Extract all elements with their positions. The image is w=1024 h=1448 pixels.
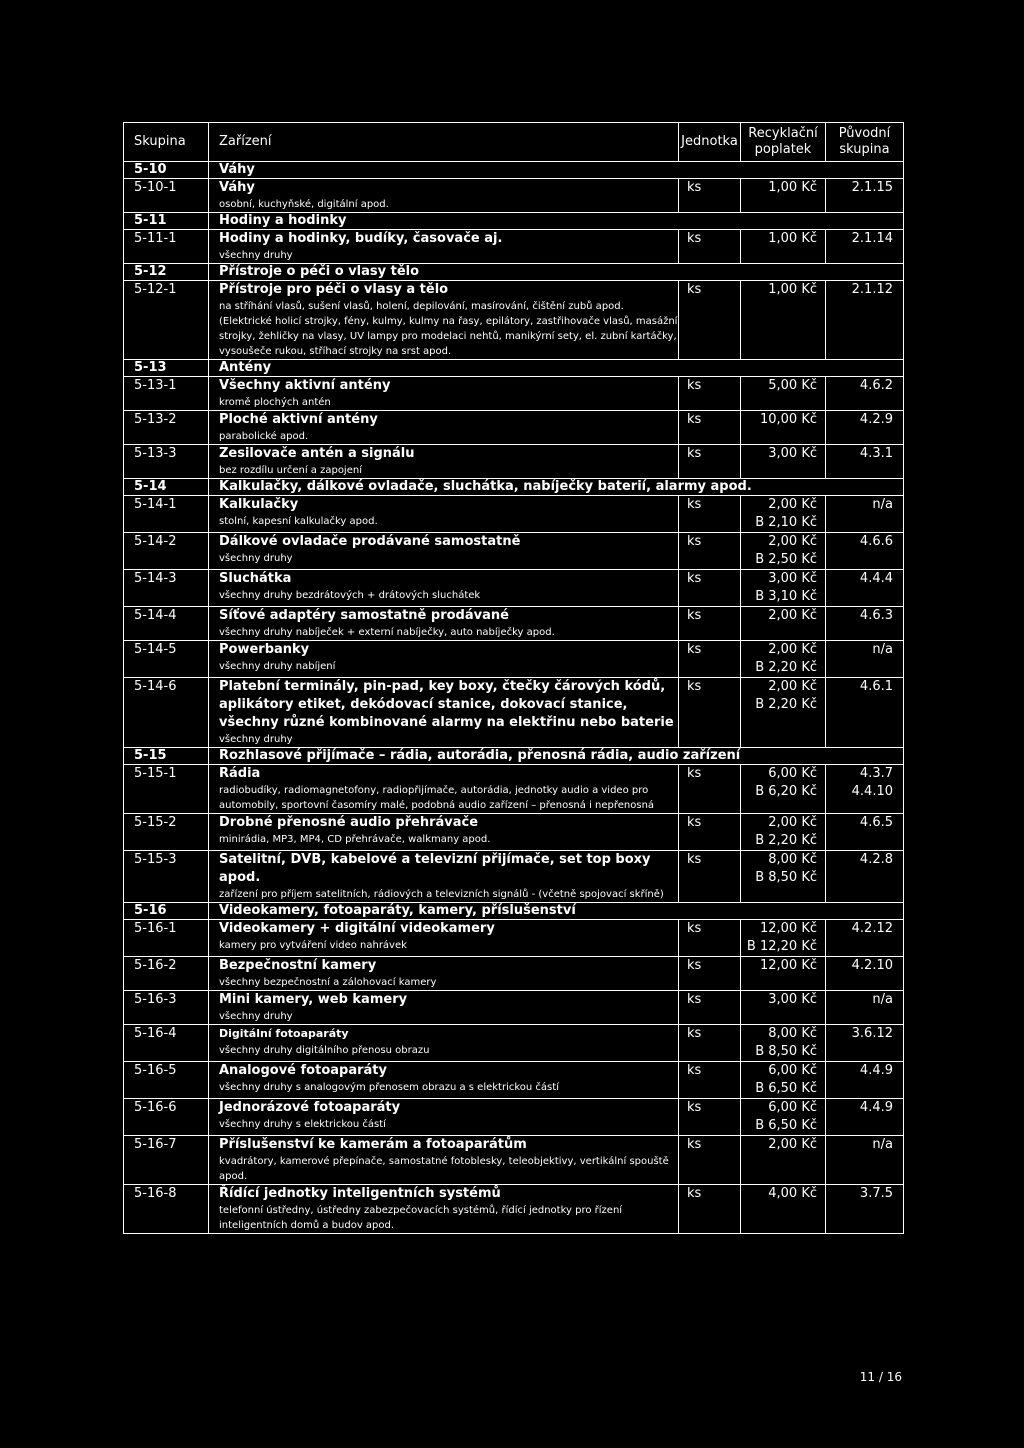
item-device [209, 607, 679, 641]
group-row [124, 213, 904, 230]
item-code: 5-14-3 [124, 570, 209, 607]
original-group-value: 2.1.14 [851, 231, 893, 246]
item-row [124, 957, 904, 991]
item-code: 5-14-2 [124, 533, 209, 570]
item-unit: ks [679, 991, 741, 1025]
item-description: stolní, kapesní kalkulačky apod. [219, 516, 378, 527]
item-title: Hodiny a hodinky, budíky, časovače aj. [219, 231, 503, 246]
item-code: 5-10-1 [124, 179, 209, 213]
item-code: 5-12-1 [124, 281, 209, 360]
item-device [209, 445, 679, 479]
item-unit: ks [679, 1185, 741, 1234]
item-fee [741, 1136, 826, 1185]
header-jednotka: Jednotka [679, 123, 741, 162]
original-group-value: 4.3.7 [859, 766, 893, 781]
item-description: telefonní ústředny, ústředny zabezpečovacích systémů, řídící jednotky pro řízení inteligentních domů a budov apod. [219, 1205, 623, 1231]
item-title: Zesilovače antén a signálu [219, 446, 415, 461]
item-original-group [826, 641, 904, 678]
item-fee [741, 445, 826, 479]
item-code: 5-11-1 [124, 230, 209, 264]
item-description: zařízení pro příjem satelitních, rádiových a televizních signálů - (včetně spojovací skříně) [219, 889, 664, 900]
item-row [124, 678, 904, 748]
item-unit: ks [679, 1136, 741, 1185]
group-title: Antény [209, 360, 904, 377]
item-device [209, 920, 679, 957]
item-original-group [826, 533, 904, 570]
group-row [124, 264, 904, 281]
item-description: všechny druhy [219, 553, 293, 564]
item-title: Dálkové ovladače prodávané samostatně [219, 534, 521, 549]
group-code: 5-14 [124, 479, 209, 496]
item-unit: ks [679, 411, 741, 445]
item-row [124, 765, 904, 814]
item-row [124, 607, 904, 641]
original-group-value: 4.2.10 [851, 958, 893, 973]
item-description: všechny druhy s elektrickou částí [219, 1119, 386, 1130]
item-title: Videokamery + digitální videokamery [219, 921, 495, 936]
item-fee [741, 814, 826, 851]
item-description: všechny druhy [219, 1011, 293, 1022]
group-code: 5-13 [124, 360, 209, 377]
fee-value: 1,00 Kč [768, 180, 817, 195]
item-row [124, 281, 904, 360]
original-group-value: n/a [872, 1137, 893, 1152]
fee-value-b: B 3,10 Kč [755, 589, 817, 604]
item-fee [741, 281, 826, 360]
item-title: Váhy [219, 180, 255, 195]
item-description: všechny druhy [219, 734, 293, 745]
item-title: Bezpečnostní kamery [219, 958, 377, 973]
item-device [209, 533, 679, 570]
item-code: 5-16-2 [124, 957, 209, 991]
original-group-value: n/a [872, 497, 893, 512]
original-group-value: 4.3.1 [859, 446, 893, 461]
item-row [124, 851, 904, 903]
fee-value: 3,00 Kč [768, 446, 817, 461]
item-title: Řídící jednotky inteligentních systémů [219, 1186, 501, 1201]
original-group-value: 4.6.1 [859, 679, 893, 694]
item-device [209, 851, 679, 903]
item-device [209, 1025, 679, 1062]
item-fee [741, 1062, 826, 1099]
fee-value: 6,00 Kč [768, 766, 817, 781]
original-group-value: 4.6.6 [859, 534, 893, 549]
fee-value-b: B 8,50 Kč [755, 870, 817, 885]
fee-value: 2,00 Kč [768, 1137, 817, 1152]
original-group-value: 4.6.5 [859, 815, 893, 830]
group-title: Kalkulačky, dálkové ovladače, sluchátka, nabíječky baterií, alarmy apod. [209, 479, 904, 496]
original-group-value: 4.2.12 [851, 921, 893, 936]
item-device [209, 411, 679, 445]
item-fee [741, 377, 826, 411]
item-title: Jednorázové fotoaparáty [219, 1100, 401, 1115]
item-unit: ks [679, 957, 741, 991]
item-fee [741, 496, 826, 533]
fee-value-b: B 2,20 Kč [755, 833, 817, 848]
item-row [124, 570, 904, 607]
item-code: 5-14-1 [124, 496, 209, 533]
item-original-group [826, 230, 904, 264]
original-group-value: 4.4.4 [859, 571, 893, 586]
header-skupina: Skupina [124, 123, 209, 162]
item-device [209, 179, 679, 213]
fee-value-b: B 2,20 Kč [755, 697, 817, 712]
fee-value-b: B 6,50 Kč [755, 1118, 817, 1133]
fee-value: 1,00 Kč [768, 231, 817, 246]
item-original-group [826, 920, 904, 957]
item-device [209, 765, 679, 814]
item-unit: ks [679, 920, 741, 957]
item-device [209, 641, 679, 678]
group-row [124, 903, 904, 920]
item-fee [741, 230, 826, 264]
item-original-group [826, 991, 904, 1025]
group-code: 5-10 [124, 162, 209, 179]
item-title: Drobné přenosné audio přehrávače [219, 815, 479, 830]
item-device [209, 281, 679, 360]
item-original-group [826, 1099, 904, 1136]
original-group-value: 2.1.12 [851, 282, 893, 297]
fee-value-b: B 2,10 Kč [755, 515, 817, 530]
item-title: Powerbanky [219, 642, 310, 657]
item-description: minirádia, MP3, MP4, CD přehrávače, walkmany apod. [219, 834, 491, 845]
item-title: Mini kamery, web kamery [219, 992, 408, 1007]
item-original-group [826, 678, 904, 748]
group-title: Hodiny a hodinky [209, 213, 904, 230]
original-group-value-2: 4.4.10 [851, 784, 893, 799]
item-original-group [826, 1136, 904, 1185]
item-row [124, 1136, 904, 1185]
item-original-group [826, 814, 904, 851]
fee-value: 10,00 Kč [759, 412, 817, 427]
original-group-value: n/a [872, 992, 893, 1007]
item-title: Sluchátka [219, 571, 292, 586]
item-row [124, 377, 904, 411]
page-number: 11 / 16 [859, 1370, 902, 1384]
group-title: Váhy [209, 162, 904, 179]
original-group-value: 4.4.9 [859, 1063, 893, 1078]
item-unit: ks [679, 533, 741, 570]
item-device [209, 230, 679, 264]
item-code: 5-16-3 [124, 991, 209, 1025]
item-unit: ks [679, 570, 741, 607]
item-row [124, 1025, 904, 1062]
item-device [209, 991, 679, 1025]
header-zarizeni: Zařízení [209, 123, 679, 162]
item-fee [741, 607, 826, 641]
fee-value-b: B 2,50 Kč [755, 552, 817, 567]
group-row [124, 748, 904, 765]
original-group-value: 4.6.3 [859, 608, 893, 623]
item-device [209, 1099, 679, 1136]
item-original-group [826, 496, 904, 533]
item-description: všechny druhy bezdrátových + drátových sluchátek [219, 590, 481, 601]
item-description: kromě plochých antén [219, 397, 331, 408]
item-fee [741, 1099, 826, 1136]
fee-value: 2,00 Kč [768, 815, 817, 830]
item-original-group [826, 377, 904, 411]
item-device [209, 496, 679, 533]
item-original-group [826, 765, 904, 814]
item-unit: ks [679, 765, 741, 814]
group-code: 5-15 [124, 748, 209, 765]
item-title: Rádia [219, 766, 261, 781]
item-row [124, 641, 904, 678]
original-group-value: n/a [872, 642, 893, 657]
fee-value: 6,00 Kč [768, 1063, 817, 1078]
group-code: 5-12 [124, 264, 209, 281]
item-device [209, 1185, 679, 1234]
item-fee [741, 957, 826, 991]
item-title: Příslušenství ke kamerám a fotoaparátům [219, 1137, 527, 1152]
item-code: 5-13-1 [124, 377, 209, 411]
item-row [124, 230, 904, 264]
item-title: Síťové adaptéry samostatně prodávané [219, 608, 509, 623]
table-header-row [124, 123, 904, 162]
item-device [209, 377, 679, 411]
fee-value: 3,00 Kč [768, 992, 817, 1007]
item-fee [741, 1185, 826, 1234]
fee-value-b: B 6,50 Kč [755, 1081, 817, 1096]
fee-value-b: B 12,20 Kč [746, 939, 817, 954]
item-row [124, 445, 904, 479]
item-unit: ks [679, 377, 741, 411]
item-row [124, 533, 904, 570]
item-fee [741, 411, 826, 445]
item-title: Kalkulačky [219, 497, 299, 512]
item-fee [741, 920, 826, 957]
item-code: 5-14-4 [124, 607, 209, 641]
group-code: 5-11 [124, 213, 209, 230]
fee-value-b: B 2,20 Kč [755, 660, 817, 675]
item-description: všechny druhy digitálního přenosu obrazu [219, 1045, 430, 1056]
item-original-group [826, 411, 904, 445]
item-code: 5-13-3 [124, 445, 209, 479]
original-group-value: 4.4.9 [859, 1100, 893, 1115]
item-code: 5-16-7 [124, 1136, 209, 1185]
item-original-group [826, 851, 904, 903]
item-original-group [826, 1025, 904, 1062]
item-description: všechny druhy s analogovým přenosem obrazu a s elektrickou částí [219, 1082, 559, 1093]
fee-value-b: B 6,20 Kč [755, 784, 817, 799]
item-row [124, 179, 904, 213]
item-description: všechny druhy [219, 250, 293, 261]
group-title: Přístroje o péči o vlasy tělo [209, 264, 904, 281]
fee-value: 5,00 Kč [768, 378, 817, 393]
item-original-group [826, 570, 904, 607]
original-group-value: 4.6.2 [859, 378, 893, 393]
original-group-value: 4.2.9 [859, 412, 893, 427]
item-device [209, 1062, 679, 1099]
item-unit: ks [679, 1025, 741, 1062]
item-row [124, 814, 904, 851]
fee-value: 8,00 Kč [768, 1026, 817, 1041]
item-description: radiobudíky, radiomagnetofony, radiopřijímače, autorádia, jednotky audio a video pro automobily, sportovní časomíry malé, podobná audio zařízení – přenosná i nepřenosná [219, 785, 655, 811]
item-device [209, 814, 679, 851]
item-row [124, 920, 904, 957]
item-description: všechny druhy nabíjení [219, 661, 336, 672]
item-original-group [826, 957, 904, 991]
fee-value: 6,00 Kč [768, 1100, 817, 1115]
group-title: Videokamery, fotoaparáty, kamery, příslušenství [209, 903, 904, 920]
fee-value: 3,00 Kč [768, 571, 817, 586]
item-unit: ks [679, 1062, 741, 1099]
fee-table [123, 122, 904, 1234]
item-original-group [826, 1185, 904, 1234]
item-row [124, 1185, 904, 1234]
item-code: 5-13-2 [124, 411, 209, 445]
item-original-group [826, 607, 904, 641]
item-device [209, 678, 679, 748]
item-fee [741, 678, 826, 748]
fee-value: 4,00 Kč [768, 1186, 817, 1201]
item-original-group [826, 1062, 904, 1099]
fee-value: 12,00 Kč [759, 921, 817, 936]
item-title: Digitální fotoaparáty [219, 1027, 349, 1040]
fee-value: 2,00 Kč [768, 679, 817, 694]
item-fee [741, 1025, 826, 1062]
item-row [124, 1062, 904, 1099]
group-row [124, 360, 904, 377]
item-row [124, 496, 904, 533]
group-title: Rozhlasové přijímače – rádia, autorádia, přenosná rádia, audio zařízení [209, 748, 904, 765]
item-title: Všechny aktivní antény [219, 378, 391, 393]
item-device [209, 1136, 679, 1185]
item-original-group [826, 445, 904, 479]
item-description: všechny druhy nabíječek + externí nabíječky, auto nabíječky apod. [219, 627, 555, 638]
item-row [124, 411, 904, 445]
item-fee [741, 570, 826, 607]
item-description: osobní, kuchyňské, digitální apod. [219, 199, 389, 210]
item-title: Přístroje pro péči o vlasy a tělo [219, 282, 449, 297]
item-device [209, 957, 679, 991]
item-unit: ks [679, 1099, 741, 1136]
item-code: 5-16-8 [124, 1185, 209, 1234]
item-original-group [826, 179, 904, 213]
item-code: 5-14-6 [124, 678, 209, 748]
item-description: na stříhání vlasů, sušení vlasů, holení, depilování, masírování, čištění zubů apod. (Elektrické holicí strojky, fény, kulmy, kulmy na řasy, epilátory, zastřihovače vlasů, masážní strojky, žehličky na vlasy, UV lampy pro modelaci nehtů, manikýrní sety, el. zubní kartáčky, vysoušeče rukou, stříhací strojky na srst apod. [219, 301, 678, 357]
item-unit: ks [679, 281, 741, 360]
fee-value: 2,00 Kč [768, 534, 817, 549]
fee-value: 12,00 Kč [759, 958, 817, 973]
item-title: Platební terminály, pin-pad, key boxy, čtečky čárových kódů, aplikátory etiket, dekódovací stanice, dokovací stanice, všechny různé kombinované alarmy na elektřinu nebo baterie [219, 679, 674, 730]
item-code: 5-15-1 [124, 765, 209, 814]
item-description: parabolické apod. [219, 431, 309, 442]
group-code: 5-16 [124, 903, 209, 920]
original-group-value: 3.6.12 [851, 1026, 893, 1041]
group-row [124, 162, 904, 179]
original-group-value: 2.1.15 [851, 180, 893, 195]
item-unit: ks [679, 445, 741, 479]
original-group-value: 4.2.8 [859, 852, 893, 867]
item-unit: ks [679, 678, 741, 748]
item-unit: ks [679, 230, 741, 264]
group-row [124, 479, 904, 496]
fee-value: 2,00 Kč [768, 497, 817, 512]
item-fee [741, 851, 826, 903]
item-unit: ks [679, 641, 741, 678]
item-title: Satelitní, DVB, kabelové a televizní přijímače, set top boxy apod. [219, 852, 651, 885]
item-code: 5-15-2 [124, 814, 209, 851]
item-unit: ks [679, 814, 741, 851]
item-fee [741, 533, 826, 570]
item-description: všechny bezpečnostní a zálohovací kamery [219, 977, 437, 988]
original-group-value: 3.7.5 [859, 1186, 893, 1201]
item-fee [741, 179, 826, 213]
item-fee [741, 765, 826, 814]
item-original-group [826, 281, 904, 360]
item-code: 5-16-6 [124, 1099, 209, 1136]
item-code: 5-16-5 [124, 1062, 209, 1099]
item-fee [741, 991, 826, 1025]
fee-value: 2,00 Kč [768, 642, 817, 657]
fee-value: 8,00 Kč [768, 852, 817, 867]
item-row [124, 991, 904, 1025]
item-title: Analogové fotoaparáty [219, 1063, 387, 1078]
item-unit: ks [679, 179, 741, 213]
item-row [124, 1099, 904, 1136]
item-title: Ploché aktivní antény [219, 412, 378, 427]
item-unit: ks [679, 851, 741, 903]
fee-value: 1,00 Kč [768, 282, 817, 297]
header-recyklacni-poplatek: Recyklační poplatek [741, 123, 826, 162]
fee-value-b: B 8,50 Kč [755, 1044, 817, 1059]
item-code: 5-16-4 [124, 1025, 209, 1062]
item-description: kvadrátory, kamerové přepínače, samostatné fotoblesky, teleobjektivy, vertikální spouště apod. [219, 1156, 669, 1182]
item-device [209, 570, 679, 607]
table-body [124, 162, 904, 1234]
fee-value: 2,00 Kč [768, 608, 817, 623]
item-description: kamery pro vytváření video nahrávek [219, 940, 407, 951]
header-puvodni-skupina: Původní skupina [826, 123, 904, 162]
item-unit: ks [679, 496, 741, 533]
item-fee [741, 641, 826, 678]
item-description: bez rozdílu určení a zapojení [219, 465, 362, 476]
item-code: 5-14-5 [124, 641, 209, 678]
item-unit: ks [679, 607, 741, 641]
item-code: 5-15-3 [124, 851, 209, 903]
item-code: 5-16-1 [124, 920, 209, 957]
